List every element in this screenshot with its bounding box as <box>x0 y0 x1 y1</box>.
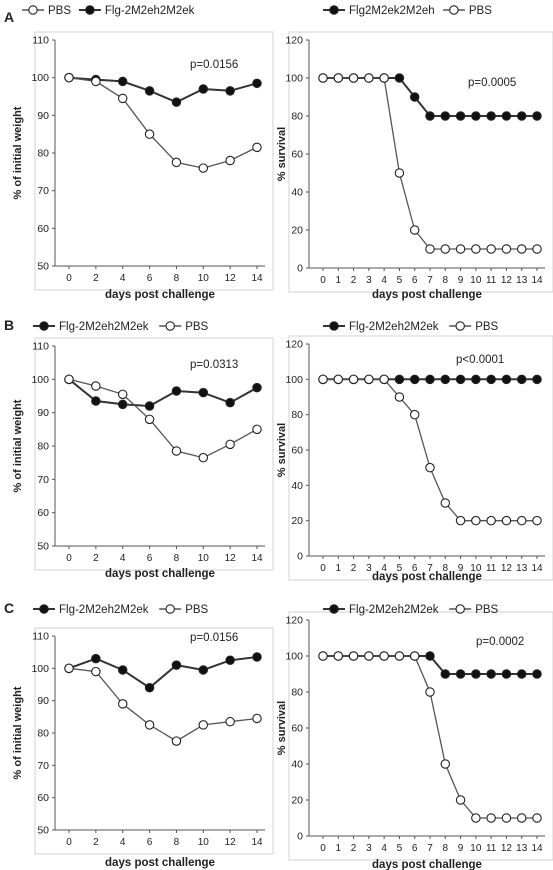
data-point-filled <box>145 684 153 692</box>
panel-label-c: C <box>4 600 15 616</box>
plot-frame <box>289 336 553 580</box>
x-tick-label: 0 <box>320 563 326 574</box>
legend-marker <box>40 605 48 613</box>
data-point-open <box>65 73 73 81</box>
data-point-filled <box>253 383 261 391</box>
chart-a-left <box>12 5 273 301</box>
chart-b-right <box>276 321 553 583</box>
x-tick-label: 3 <box>366 843 372 854</box>
data-point-open <box>119 390 127 398</box>
y-tick-label: 60 <box>37 507 49 520</box>
data-point-filled <box>502 375 510 383</box>
x-tick-label: 0 <box>320 275 326 286</box>
x-tick-label: 8 <box>173 273 180 284</box>
data-point-filled <box>92 397 100 405</box>
legend-label: PBS <box>475 321 499 333</box>
legend-marker <box>86 6 94 14</box>
data-point-filled <box>395 74 403 82</box>
x-tick-label: 3 <box>366 275 372 286</box>
y-tick-label: 20 <box>291 794 303 807</box>
x-tick-label: 10 <box>197 273 209 284</box>
x-tick-label: 10 <box>470 563 482 574</box>
x-tick-label: 6 <box>146 837 153 848</box>
data-point-open <box>502 245 510 253</box>
chart-b-left <box>12 321 273 580</box>
y-tick-label: 60 <box>291 722 303 735</box>
data-point-open <box>518 814 526 822</box>
data-point-filled <box>395 375 403 383</box>
x-tick-label: 8 <box>173 553 180 564</box>
data-point-open <box>518 516 526 524</box>
data-point-filled <box>426 112 434 120</box>
legend-marker <box>40 322 48 330</box>
x-tick-label: 8 <box>442 275 449 286</box>
x-tick-label: 4 <box>119 837 126 848</box>
data-point-filled <box>441 375 449 383</box>
p-value-annotation: p=0.0156 <box>190 632 239 644</box>
y-tick-label: 120 <box>285 614 303 627</box>
data-point-filled <box>172 98 180 106</box>
plot-frame <box>35 628 273 854</box>
data-point-filled <box>253 653 261 661</box>
data-point-open <box>426 463 434 471</box>
data-point-filled <box>456 670 464 678</box>
x-axis-title: days post challenge <box>105 289 215 301</box>
x-tick-label: 12 <box>224 273 236 284</box>
legend-marker <box>330 322 338 330</box>
data-point-open <box>334 375 342 383</box>
data-point-open <box>349 74 357 82</box>
data-point-open <box>319 375 327 383</box>
data-point-open <box>319 652 327 660</box>
x-tick-label: 6 <box>146 273 153 284</box>
data-point-open <box>456 796 464 804</box>
data-point-filled <box>533 375 541 383</box>
y-tick-label: 90 <box>37 109 49 122</box>
y-tick-label: 50 <box>37 540 49 553</box>
series-line-pbs <box>323 379 537 520</box>
data-point-filled <box>253 79 261 87</box>
x-tick-label: 14 <box>531 563 543 574</box>
data-point-open <box>395 169 403 177</box>
y-tick-label: 120 <box>285 338 303 351</box>
series-line-pbs <box>323 656 537 818</box>
x-tick-label: 13 <box>516 843 528 854</box>
data-point-open <box>380 375 388 383</box>
data-point-filled <box>172 661 180 669</box>
y-tick-label: 0 <box>297 550 303 563</box>
x-tick-label: 0 <box>66 273 72 284</box>
legend-label: PBS <box>468 5 492 17</box>
x-tick-label: 12 <box>500 843 512 854</box>
data-point-filled <box>226 87 234 95</box>
legend-marker <box>450 6 458 14</box>
p-value-annotation: p<0.0001 <box>456 354 505 366</box>
y-tick-label: 0 <box>297 830 303 843</box>
data-point-filled <box>472 375 480 383</box>
y-tick-label: 80 <box>291 686 303 699</box>
plot-frame <box>35 338 273 570</box>
data-point-open <box>456 245 464 253</box>
x-tick-label: 12 <box>224 837 236 848</box>
data-point-filled <box>199 388 207 396</box>
y-tick-label: 110 <box>32 630 49 643</box>
legend-label: PBS <box>185 604 209 616</box>
chart-c-left <box>12 604 273 869</box>
data-point-open <box>119 94 127 102</box>
panel-label-a: A <box>4 9 15 25</box>
data-point-open <box>349 375 357 383</box>
data-point-filled <box>119 400 127 408</box>
legend-label: Flg-2M2eh2M2ek <box>59 321 149 333</box>
y-tick-label: 20 <box>291 224 303 237</box>
x-tick-label: 10 <box>197 553 209 564</box>
x-tick-label: 10 <box>470 843 482 854</box>
y-tick-label: 110 <box>32 34 49 47</box>
data-point-open <box>253 143 261 151</box>
data-point-open <box>145 415 153 423</box>
data-point-filled <box>226 656 234 664</box>
data-point-open <box>226 717 234 725</box>
data-point-open <box>487 814 495 822</box>
data-point-open <box>472 516 480 524</box>
x-tick-label: 0 <box>66 553 72 564</box>
data-point-open <box>92 382 100 390</box>
x-tick-label: 11 <box>485 275 497 286</box>
x-tick-label: 10 <box>470 275 482 286</box>
data-point-filled <box>145 402 153 410</box>
x-tick-label: 4 <box>119 553 126 564</box>
x-axis-title: days post challenge <box>372 571 482 583</box>
x-tick-label: 2 <box>93 273 99 284</box>
legend-label: Flg2M2ek2M2eh <box>349 5 435 17</box>
x-tick-label: 2 <box>93 837 99 848</box>
y-tick-label: 60 <box>291 148 303 161</box>
data-point-open <box>487 245 495 253</box>
y-tick-label: 110 <box>32 340 49 353</box>
legend-label: Flg-2M2eh2M2ek <box>104 5 195 17</box>
data-point-open <box>502 516 510 524</box>
y-tick-label: 100 <box>285 373 303 386</box>
data-point-filled <box>411 93 419 101</box>
p-value-annotation: p=0.0002 <box>476 636 525 648</box>
x-tick-label: 14 <box>251 273 263 284</box>
data-point-open <box>365 652 373 660</box>
y-tick-label: 50 <box>37 260 49 273</box>
x-tick-label: 8 <box>442 563 449 574</box>
y-tick-label: 70 <box>37 759 49 772</box>
data-point-open <box>518 245 526 253</box>
data-point-open <box>92 77 100 85</box>
y-tick-label: 80 <box>291 110 303 123</box>
data-point-open <box>199 721 207 729</box>
data-point-filled <box>441 112 449 120</box>
x-tick-label: 1 <box>335 563 342 574</box>
x-tick-label: 2 <box>350 843 357 854</box>
data-point-open <box>119 700 127 708</box>
x-tick-label: 1 <box>335 843 342 854</box>
plot-frame <box>289 32 553 292</box>
x-tick-label: 14 <box>251 553 263 564</box>
data-point-open <box>426 688 434 696</box>
data-point-open <box>441 760 449 768</box>
legend-label: PBS <box>185 321 209 333</box>
data-point-open <box>65 664 73 672</box>
data-point-open <box>199 164 207 172</box>
y-tick-label: 80 <box>37 440 49 453</box>
data-point-filled <box>518 112 526 120</box>
y-axis-title: % of initial weight <box>12 399 24 493</box>
data-point-filled <box>533 670 541 678</box>
data-point-filled <box>441 670 449 678</box>
data-point-open <box>533 516 541 524</box>
data-point-open <box>145 130 153 138</box>
x-tick-label: 3 <box>366 563 372 574</box>
data-point-open <box>411 226 419 234</box>
p-value-annotation: p=0.0313 <box>190 359 239 371</box>
data-point-open <box>334 652 342 660</box>
x-tick-label: 2 <box>350 563 357 574</box>
data-point-filled <box>533 112 541 120</box>
data-point-filled <box>502 112 510 120</box>
y-tick-label: 20 <box>291 515 303 528</box>
data-point-filled <box>426 652 434 660</box>
data-point-open <box>441 499 449 507</box>
data-point-open <box>411 652 419 660</box>
panel-label-b: B <box>4 317 15 333</box>
data-point-open <box>253 714 261 722</box>
data-point-filled <box>119 666 127 674</box>
x-tick-label: 9 <box>457 275 464 286</box>
x-tick-label: 5 <box>396 843 403 854</box>
x-tick-label: 4 <box>381 275 387 286</box>
data-point-open <box>395 393 403 401</box>
y-axis-title: % survival <box>276 700 288 756</box>
y-tick-label: 100 <box>31 662 49 675</box>
x-tick-label: 9 <box>457 563 464 574</box>
data-point-open <box>199 453 207 461</box>
data-point-filled <box>487 670 495 678</box>
data-point-open <box>380 652 388 660</box>
data-point-filled <box>426 375 434 383</box>
data-point-filled <box>172 387 180 395</box>
y-tick-label: 100 <box>31 72 49 85</box>
legend-label: Flg-2M2eh2M2ek <box>349 604 439 616</box>
data-point-open <box>92 667 100 675</box>
x-tick-label: 4 <box>119 273 126 284</box>
data-point-open <box>411 410 419 418</box>
x-tick-label: 0 <box>66 837 72 848</box>
x-axis-title: days post challenge <box>105 857 215 869</box>
data-point-open <box>226 156 234 164</box>
x-tick-label: 8 <box>173 837 180 848</box>
y-tick-label: 90 <box>37 695 49 708</box>
y-tick-label: 60 <box>291 444 303 457</box>
series-line-pbs <box>69 668 257 741</box>
data-point-open <box>172 447 180 455</box>
legend-marker <box>330 605 338 613</box>
series-line-pbs <box>323 78 537 249</box>
legend-marker <box>166 605 174 613</box>
data-point-filled <box>472 112 480 120</box>
x-tick-label: 6 <box>411 563 418 574</box>
plot-frame <box>289 612 553 860</box>
data-point-filled <box>199 666 207 674</box>
data-point-filled <box>92 654 100 662</box>
data-point-open <box>502 814 510 822</box>
y-tick-label: 80 <box>37 727 49 740</box>
legend-label: PBS <box>48 5 72 17</box>
x-axis-title: days post challenge <box>105 568 215 580</box>
x-tick-label: 0 <box>320 843 326 854</box>
data-point-open <box>487 516 495 524</box>
x-tick-label: 4 <box>381 563 387 574</box>
data-point-filled <box>119 77 127 85</box>
chart-c-right <box>276 604 553 870</box>
data-point-filled <box>472 670 480 678</box>
y-tick-label: 60 <box>37 222 49 235</box>
x-tick-label: 2 <box>350 275 357 286</box>
data-point-filled <box>518 670 526 678</box>
x-axis-title: days post challenge <box>372 859 482 870</box>
x-tick-label: 1 <box>335 275 342 286</box>
charts-layer <box>12 5 553 870</box>
legend-label: PBS <box>475 604 499 616</box>
data-point-open <box>253 425 261 433</box>
data-point-open <box>319 74 327 82</box>
y-tick-label: 40 <box>291 479 303 492</box>
data-point-open <box>65 375 73 383</box>
data-point-open <box>472 814 480 822</box>
data-point-filled <box>411 375 419 383</box>
chart-a-right <box>276 5 553 301</box>
x-tick-label: 14 <box>531 275 543 286</box>
y-axis-title: % survival <box>276 422 288 478</box>
x-tick-label: 5 <box>396 275 403 286</box>
y-axis-title: % of initial weight <box>12 686 24 780</box>
legend-marker <box>166 322 174 330</box>
y-tick-label: 70 <box>37 185 49 198</box>
y-tick-label: 40 <box>291 758 303 771</box>
data-point-open <box>426 245 434 253</box>
data-point-filled <box>145 87 153 95</box>
x-tick-label: 13 <box>516 563 528 574</box>
x-tick-label: 11 <box>485 843 497 854</box>
legend-marker <box>29 6 37 14</box>
x-tick-label: 7 <box>427 275 433 286</box>
legend-label: Flg-2M2eh2M2ek <box>349 321 439 333</box>
y-tick-label: 70 <box>37 473 49 486</box>
y-axis-title: % survival <box>276 126 288 182</box>
x-tick-label: 12 <box>500 275 512 286</box>
data-point-open <box>441 245 449 253</box>
y-tick-label: 100 <box>285 72 303 85</box>
y-tick-label: 100 <box>31 373 49 386</box>
x-tick-label: 14 <box>531 843 543 854</box>
p-value-annotation: p=0.0156 <box>190 59 239 71</box>
y-tick-label: 0 <box>297 262 303 275</box>
x-axis-title: days post challenge <box>372 289 482 301</box>
legend-marker <box>456 605 464 613</box>
data-point-filled <box>456 375 464 383</box>
x-tick-label: 6 <box>411 843 418 854</box>
x-tick-label: 14 <box>251 837 263 848</box>
data-point-filled <box>487 112 495 120</box>
data-point-open <box>365 375 373 383</box>
legend-marker <box>456 322 464 330</box>
data-point-open <box>395 652 403 660</box>
y-tick-label: 80 <box>291 409 303 422</box>
x-tick-label: 6 <box>411 275 418 286</box>
x-tick-label: 12 <box>500 563 512 574</box>
x-tick-label: 12 <box>224 553 236 564</box>
x-tick-label: 2 <box>93 553 99 564</box>
data-point-open <box>172 158 180 166</box>
data-point-open <box>334 74 342 82</box>
y-axis-title: % of initial weight <box>12 106 24 200</box>
data-point-open <box>172 737 180 745</box>
x-tick-label: 11 <box>485 563 497 574</box>
legend-marker <box>330 6 338 14</box>
y-tick-label: 60 <box>37 792 49 805</box>
data-point-open <box>380 74 388 82</box>
data-point-open <box>145 721 153 729</box>
data-point-filled <box>487 375 495 383</box>
data-point-filled <box>226 398 234 406</box>
data-point-open <box>533 245 541 253</box>
x-tick-label: 7 <box>427 843 433 854</box>
data-point-open <box>226 440 234 448</box>
data-point-open <box>365 74 373 82</box>
y-tick-label: 40 <box>291 186 303 199</box>
x-tick-label: 7 <box>427 563 433 574</box>
data-point-open <box>456 516 464 524</box>
x-tick-label: 4 <box>381 843 387 854</box>
data-point-open <box>533 814 541 822</box>
x-tick-label: 9 <box>457 843 464 854</box>
y-tick-label: 120 <box>285 34 303 47</box>
p-value-annotation: p=0.0005 <box>468 77 517 89</box>
data-point-filled <box>199 85 207 93</box>
x-tick-label: 6 <box>146 553 153 564</box>
y-tick-label: 90 <box>37 407 49 420</box>
data-point-filled <box>456 112 464 120</box>
data-point-filled <box>518 375 526 383</box>
x-tick-label: 8 <box>442 843 449 854</box>
x-tick-label: 5 <box>396 563 403 574</box>
y-tick-label: 50 <box>37 824 49 837</box>
y-tick-label: 80 <box>37 147 49 160</box>
data-point-open <box>472 245 480 253</box>
data-point-filled <box>502 670 510 678</box>
legend-label: Flg-2M2eh2M2ek <box>59 604 149 616</box>
x-tick-label: 10 <box>197 837 209 848</box>
data-point-open <box>349 652 357 660</box>
y-tick-label: 100 <box>285 650 303 663</box>
x-tick-label: 13 <box>516 275 528 286</box>
